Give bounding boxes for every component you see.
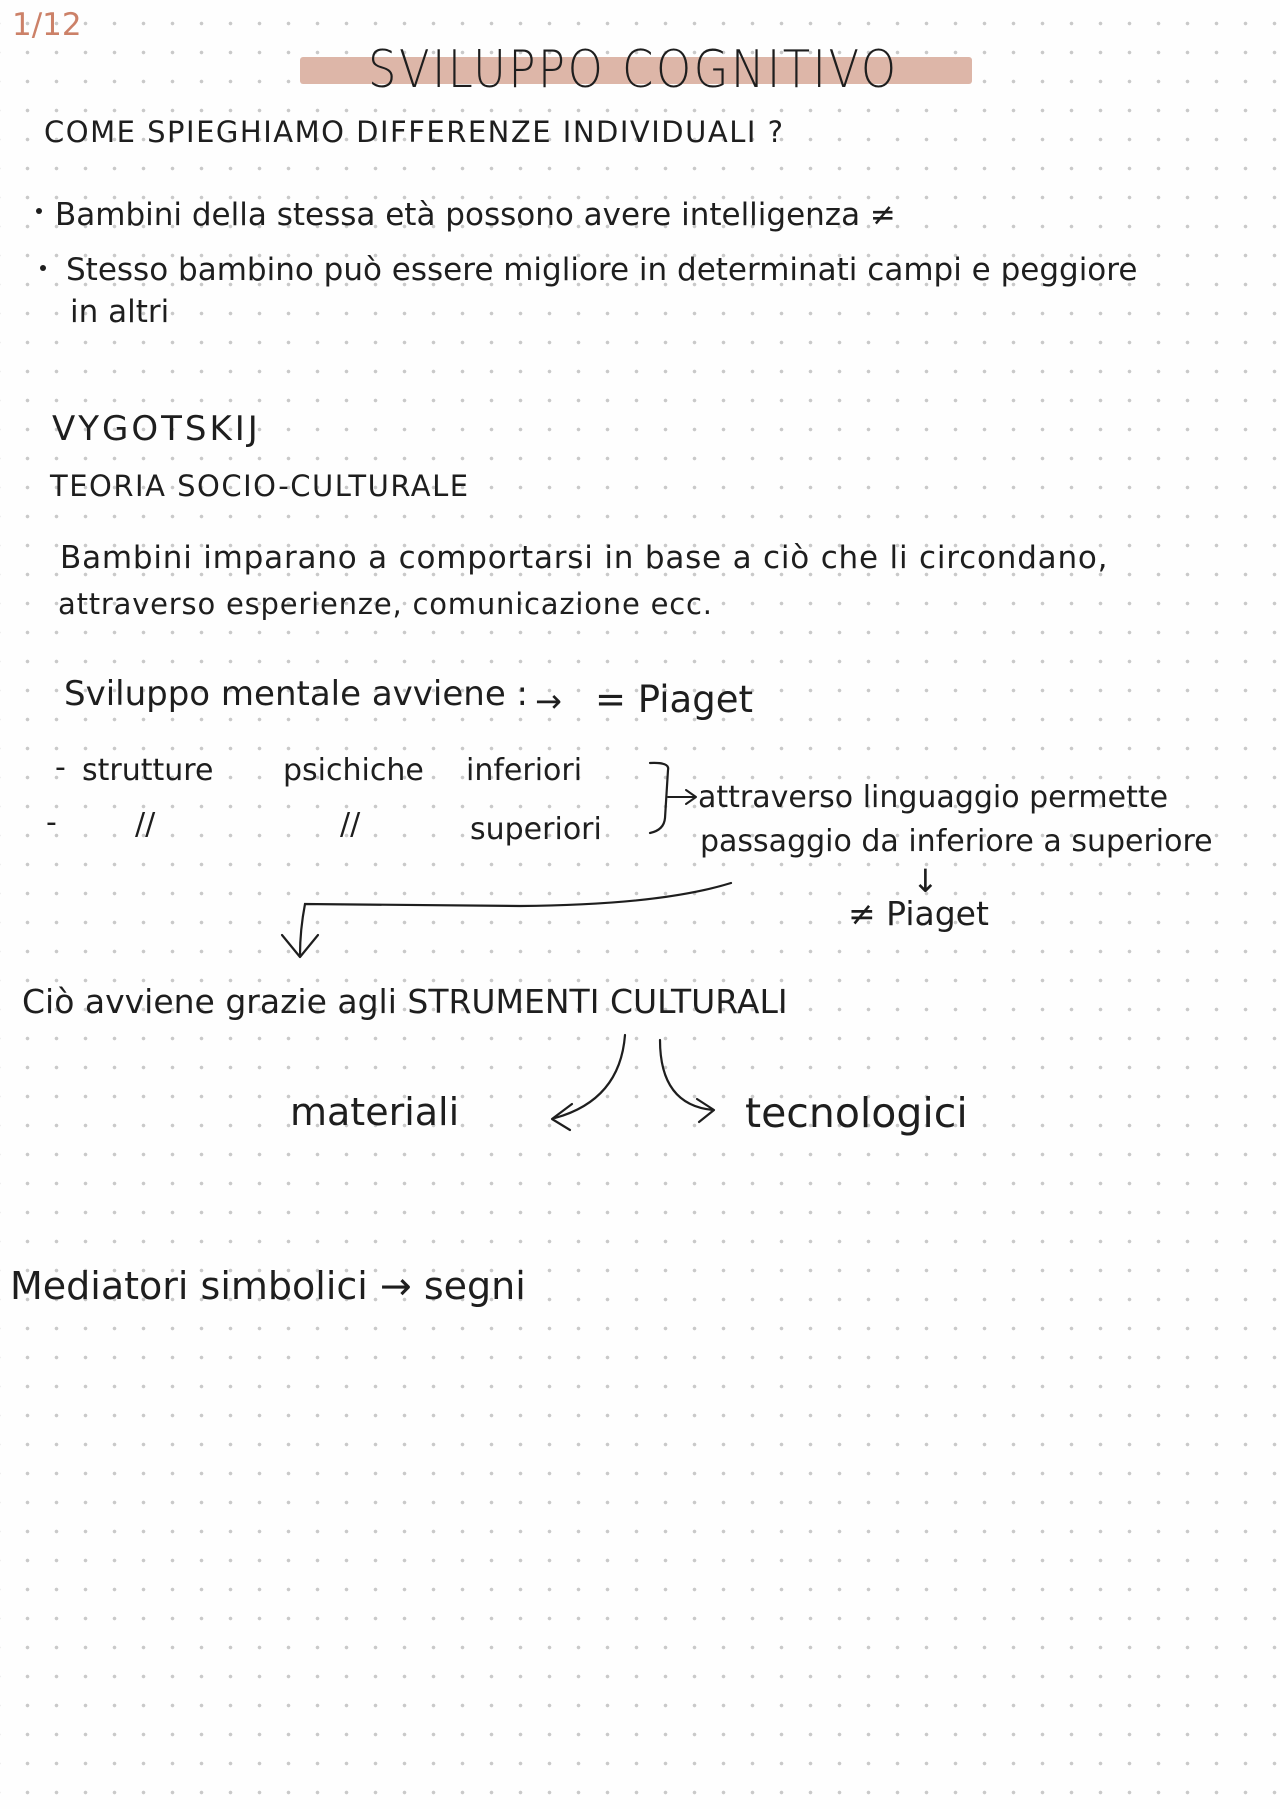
bullet-item-1: Bambini della stessa età possono avere intelligenza ≠	[55, 197, 896, 233]
structure-word-strutture: strutture	[82, 753, 214, 788]
intro-question: COME SPIEGHIAMO DIFFERENZE INDIVIDUALI ?	[44, 115, 785, 149]
equals-piaget: = Piaget	[595, 678, 753, 721]
mediators-line: Mediatori simbolici → segni	[10, 1264, 526, 1308]
ditto-mark-2: //	[340, 807, 361, 842]
bracket-arrow-icon	[668, 790, 696, 804]
structure-dash-2: -	[46, 805, 57, 840]
structure-word-psichiche: psichiche	[283, 753, 424, 788]
right-arrow-icon: →	[535, 682, 562, 720]
return-arrow-line	[300, 883, 731, 955]
development-label: Sviluppo mentale avviene :	[64, 674, 529, 714]
structure-word-superiori: superiori	[470, 812, 602, 847]
ditto-mark-1: //	[135, 807, 156, 842]
structure-word-inferiori: inferiori	[466, 753, 583, 788]
structure-dash-1: -	[55, 750, 66, 785]
author-heading: VYGOTSKIJ	[52, 409, 261, 449]
branch-left-arrow-line	[555, 1035, 625, 1118]
bracket-note-line-1: attraverso linguaggio permette	[698, 780, 1169, 815]
paragraph-line-2: attraverso esperienze, comunicazione ecc.	[58, 587, 713, 621]
bracket-note-line-2: passaggio da inferiore a superiore	[700, 824, 1213, 859]
paragraph-line-1: Bambini imparano a comportarsi in base a ciò che li circondano,	[60, 540, 1109, 576]
theory-heading: TEORIA SOCIO-CULTURALE	[50, 469, 470, 503]
branch-right-arrow-line	[660, 1040, 713, 1110]
not-equal-piaget: ≠ Piaget	[848, 894, 989, 933]
curly-bracket-icon	[650, 763, 668, 833]
bullet-item-2-continued: in altri	[70, 294, 170, 330]
page-number: 1/12	[12, 7, 82, 43]
tools-sentence: Ciò avviene grazie agli STRUMENTI CULTURALI	[22, 982, 788, 1021]
branch-tecnologici: tecnologici	[745, 1089, 968, 1137]
bullet-item-2: Stesso bambino può essere migliore in determinati campi e peggiore	[66, 252, 1138, 288]
branch-materiali: materiali	[290, 1090, 460, 1134]
page-title: SVILUPPO COGNITIVO	[368, 40, 899, 100]
down-arrow-icon: ↓	[912, 862, 939, 900]
